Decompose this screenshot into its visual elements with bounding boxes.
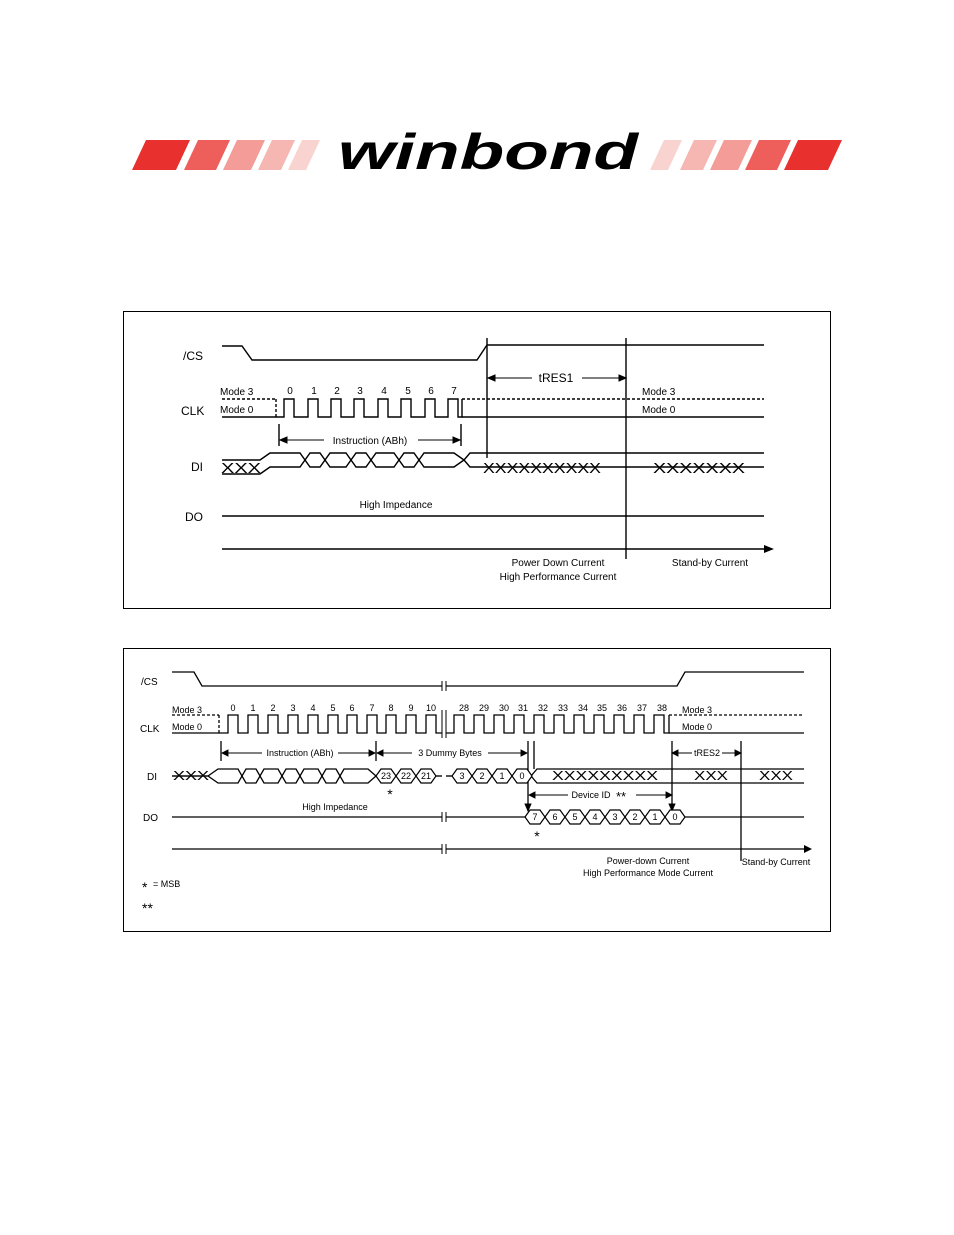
svg-text:5: 5 — [405, 386, 411, 397]
do-label: DO — [143, 813, 158, 824]
timing-diagram-1-svg — [124, 312, 830, 608]
cs-waveform — [172, 672, 442, 686]
legend-double-star: ** — [142, 900, 153, 916]
current-axis-arrow — [764, 545, 774, 553]
standby-current-label: Stand-by Current — [741, 857, 811, 867]
svg-text:8: 8 — [388, 703, 394, 713]
high-performance-current-label: High Performance Current — [499, 572, 617, 583]
bit-label: 4 — [592, 812, 598, 822]
svg-text:3: 3 — [357, 386, 363, 397]
svg-text:2: 2 — [334, 386, 340, 397]
svg-text:3: 3 — [290, 703, 296, 713]
svg-text:6: 6 — [349, 703, 355, 713]
svg-text:32: 32 — [537, 703, 549, 713]
di-dont-care-post-b: XXX — [759, 768, 794, 783]
di-label: DI — [147, 772, 157, 783]
high-impedance-label: High Impedance — [302, 802, 368, 812]
clk-pulses — [276, 399, 462, 417]
clock-numbers — [287, 386, 457, 397]
svg-text:5: 5 — [330, 703, 336, 713]
bit-label: 1 — [652, 812, 658, 822]
di-dont-care-mid: XXXXXXXXXX — [483, 460, 601, 477]
clk-pulses-b — [446, 715, 669, 733]
msb-star-di: * — [387, 786, 393, 802]
winbond-logo — [120, 120, 850, 180]
bit-label: 6 — [552, 812, 558, 822]
svg-text:33: 33 — [557, 703, 569, 713]
svg-text:7: 7 — [369, 703, 375, 713]
di-dont-care-pre: XXX — [173, 768, 210, 783]
instruction-label: Instruction (ABh) — [332, 436, 408, 447]
standby-current-label: Stand-by Current — [671, 558, 749, 569]
mode3-label-right: Mode 3 — [682, 705, 713, 715]
legend-msb-text: = MSB — [153, 879, 181, 889]
mode0-label-right: Mode 0 — [642, 405, 676, 416]
power-down-current-label: Power Down Current — [511, 558, 605, 569]
device-id-double-star: ** — [615, 789, 627, 804]
svg-text:1: 1 — [250, 703, 256, 713]
clk-label: CLK — [181, 404, 205, 418]
svg-text:34: 34 — [577, 703, 589, 713]
svg-text:36: 36 — [616, 703, 628, 713]
svg-text:4: 4 — [310, 703, 316, 713]
instruction-label: Instruction (ABh) — [266, 748, 334, 758]
clk-label: CLK — [140, 724, 160, 735]
high-performance-mode-current-label: High Performance Mode Current — [582, 868, 714, 878]
di-dont-care-post-a: XXX — [694, 768, 729, 783]
svg-text:9: 9 — [408, 703, 414, 713]
bit-label: 5 — [572, 812, 578, 822]
do-label: DO — [185, 510, 203, 524]
tres2-label: tRES2 — [693, 748, 721, 758]
bit-label: 0 — [672, 812, 678, 822]
mode0-label-left: Mode 0 — [220, 405, 254, 416]
legend-msb-symbol: * — [142, 879, 148, 895]
svg-text:10: 10 — [425, 703, 437, 713]
power-down-current-label: Power-down Current — [606, 856, 690, 866]
bit-label: 3 — [612, 812, 618, 822]
bit-label: 2 — [632, 812, 638, 822]
svg-text:0: 0 — [287, 386, 293, 397]
device-id-label: Device ID — [571, 790, 611, 800]
svg-text:6: 6 — [428, 386, 434, 397]
svg-text:31: 31 — [517, 703, 529, 713]
logo-stripes-right — [650, 140, 842, 170]
svg-text:37: 37 — [636, 703, 648, 713]
bit-label: 22 — [400, 771, 412, 781]
mode3-label-right: Mode 3 — [642, 387, 676, 398]
mode3-label-left: Mode 3 — [220, 387, 254, 398]
timing-diagram-release-power-down-device-id — [123, 648, 831, 932]
logo-wordmark: winbond — [338, 124, 641, 180]
di-label: DI — [191, 460, 203, 474]
time-break-markers — [442, 681, 446, 854]
cs-label: /CS — [141, 677, 158, 688]
di-dummy-bits-high — [376, 769, 436, 783]
di-dont-care-post: XXXXXXX — [653, 460, 745, 477]
current-axis-arrow — [804, 845, 812, 853]
svg-text:7: 7 — [451, 386, 457, 397]
bit-label: 2 — [479, 771, 485, 781]
do-device-id-bits — [525, 810, 685, 824]
svg-text:2: 2 — [270, 703, 276, 713]
di-dont-care-mid: XXXXXXXXX — [552, 768, 659, 783]
bit-label: 1 — [499, 771, 505, 781]
di-dummy-bits-low — [452, 769, 532, 783]
svg-text:0: 0 — [230, 703, 236, 713]
high-impedance-label: High Impedance — [359, 500, 433, 511]
svg-text:35: 35 — [596, 703, 608, 713]
mode0-label-left: Mode 0 — [172, 722, 203, 732]
svg-text:30: 30 — [498, 703, 510, 713]
svg-text:4: 4 — [381, 386, 387, 397]
bit-label: 23 — [380, 771, 392, 781]
clock-numbers-a — [230, 703, 436, 713]
bit-label: 7 — [532, 812, 538, 822]
svg-text:28: 28 — [458, 703, 470, 713]
clk-pulses-a — [219, 715, 442, 733]
logo-stripes-left — [132, 140, 320, 170]
cs-waveform — [222, 345, 764, 360]
cs-label: /CS — [183, 349, 204, 363]
svg-text:38: 38 — [656, 703, 668, 713]
bit-label: 0 — [519, 771, 525, 781]
svg-text:1: 1 — [311, 386, 317, 397]
msb-star-do: * — [534, 828, 540, 844]
dummy-bytes-label: 3 Dummy Bytes — [418, 748, 482, 758]
di-dont-care-pre: XXX — [221, 460, 261, 477]
timing-diagram-release-power-down — [123, 311, 831, 609]
bit-label: 21 — [420, 771, 432, 781]
mode3-label-left: Mode 3 — [172, 705, 203, 715]
clock-numbers-b — [459, 703, 667, 713]
mode0-label-right: Mode 0 — [682, 722, 713, 732]
bit-label: 3 — [459, 771, 465, 781]
timing-diagram-2-svg — [124, 649, 830, 931]
svg-text:29: 29 — [478, 703, 490, 713]
tres1-label: tRES1 — [538, 371, 574, 385]
